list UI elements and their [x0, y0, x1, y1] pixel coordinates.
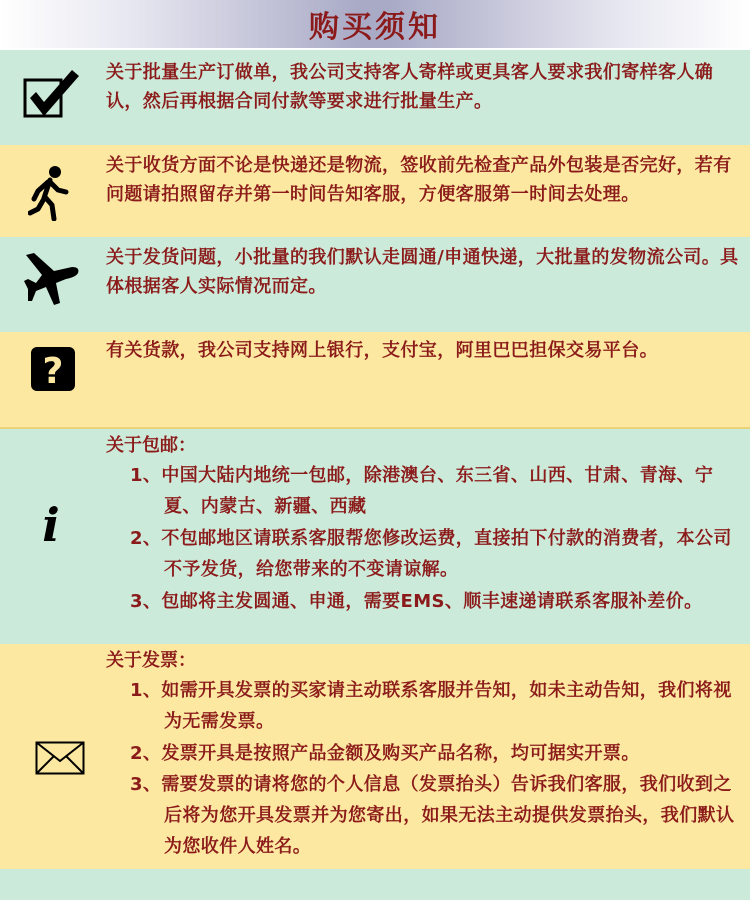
section-heading: 关于包邮：: [106, 435, 196, 456]
list-item: 1、中国大陆内地统一包邮，除港澳台、东三省、山西、甘肃、青海、宁夏、内蒙古、新疆、西藏: [130, 465, 714, 517]
page-title: 购买须知: [309, 10, 441, 45]
notice-text: 关于发货问题，小批量的我们默认走圆通/申通快递，大批量的发物流公司。具体根据客人实际情况而定。: [106, 247, 739, 297]
envelope-icon: [35, 741, 85, 775]
notice-section-payment: [0, 332, 750, 427]
walking-person-icon: [28, 165, 72, 221]
svg-text:i: i: [42, 499, 60, 547]
list-item: 3、包邮将主发圆通、申通，需要EMS、顺丰速递请联系客服补差价。: [130, 591, 703, 612]
notice-section-invoice: [0, 644, 750, 869]
notice-section-shipping: [0, 237, 750, 332]
list-item: 3、需要发票的请将您的个人信息（发票抬头）告诉我们客服，我们收到之后将为您开具发票并为您寄出，如果无法主动提供发票抬头，我们默认为您收件人姓名。: [130, 774, 735, 857]
section-heading: 关于发票：: [106, 650, 196, 671]
airplane-icon: [22, 251, 82, 307]
notice-text: 关于收货方面不论是快递还是物流，签收前先检查产品外包装是否完好，若有问题请拍照留存并第一时间告知客服，方便客服第一时间去处理。: [106, 155, 732, 205]
notice-section-sample-order: [0, 50, 750, 145]
list-item: 2、发票开具是按照产品金额及购买产品名称，均可据实开票。: [130, 743, 640, 764]
question-mark-icon: [30, 346, 76, 392]
footer-strip: [0, 869, 750, 900]
notice-section-receiving: [0, 145, 750, 237]
checkbox-check-icon: [22, 66, 82, 121]
svg-text:?: ?: [42, 351, 64, 392]
notice-text: 有关货款，我公司支持网上银行，支付宝，阿里巴巴担保交易平台。: [106, 340, 658, 361]
info-icon: [34, 499, 68, 547]
notice-section-free-shipping: [0, 427, 750, 644]
list-item: 1、如需开具发票的买家请主动联系客服并告知，如未主动告知，我们将视为无需发票。: [130, 680, 732, 732]
notice-text: 关于批量生产订做单，我公司支持客人寄样或更具客人要求我们寄样客人确认，然后再根据合同付款等要求进行批量生产。: [106, 62, 714, 112]
list-item: 2、不包邮地区请联系客服帮您修改运费，直接拍下付款的消费者，本公司不予发货，给您带来的不变请谅解。: [130, 528, 732, 580]
title-bar: [0, 0, 750, 48]
